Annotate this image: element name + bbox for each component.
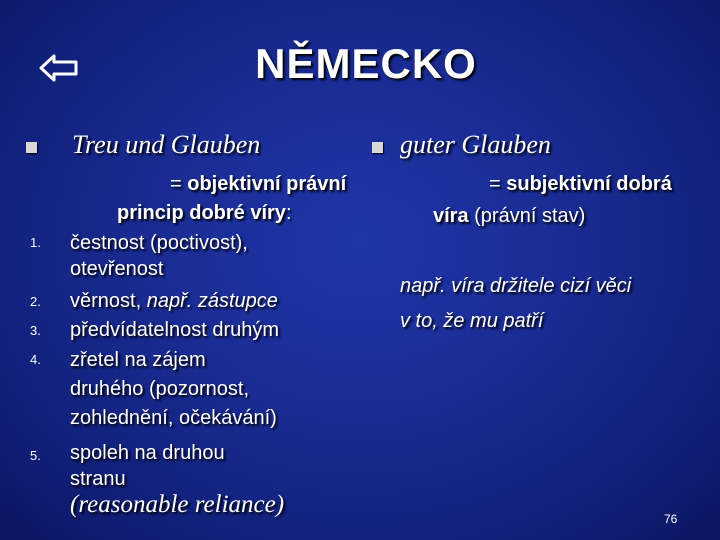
definition-rest: (právní stav) (468, 205, 586, 227)
list-item-plain: věrnost, (70, 290, 147, 312)
list-item-line: otevřenost (70, 258, 164, 280)
list-item-line: zřetel na zájem (70, 349, 206, 371)
left-heading: Treu und Glauben (72, 130, 261, 159)
left-definition-line1 (170, 171, 346, 197)
list-number: 2. (30, 294, 41, 309)
example-line1: např. víra držitele cizí věci (400, 275, 632, 297)
definition-bold-line1: objektivní právní (187, 173, 347, 195)
list-item-line: zohlednění, očekávání) (70, 407, 277, 429)
definition-bold-line1: subjektivní dobrá (506, 173, 672, 195)
list-item-line: spoleh na druhou (70, 442, 225, 464)
list-number: 5. (30, 448, 41, 463)
page-number: 76 (664, 512, 678, 526)
list-item-line (70, 288, 278, 314)
list-item-line: předvídatelnost druhým (70, 319, 280, 341)
slide-title: NĚMECKO (255, 40, 477, 87)
list-number: 4. (30, 352, 41, 367)
list-number: 1. (30, 235, 41, 250)
square-bullet-icon (26, 142, 37, 153)
left-definition-line2 (117, 200, 292, 226)
list-item-line: stranu (70, 468, 126, 490)
right-definition-line1 (489, 171, 672, 197)
right-heading: guter Glauben (400, 130, 551, 159)
right-definition-line2 (433, 203, 585, 229)
definition-bold-word: víra (433, 205, 469, 227)
list-number: 3. (30, 323, 41, 338)
list-item-line: druhého (pozornost, (70, 378, 250, 400)
square-bullet-icon (372, 142, 383, 153)
definition-suffix: : (285, 202, 292, 224)
list-item-line: čestnost (poctivost), (70, 232, 248, 254)
example-line2: v to, že mu patří (400, 310, 544, 332)
list-item-italic: např. zástupce (146, 290, 278, 312)
definition-prefix: = (489, 173, 507, 195)
definition-prefix: = (170, 173, 188, 195)
reasonable-reliance-note: (reasonable reliance) (70, 491, 285, 518)
definition-bold-line2: princip dobré víry (117, 202, 286, 224)
